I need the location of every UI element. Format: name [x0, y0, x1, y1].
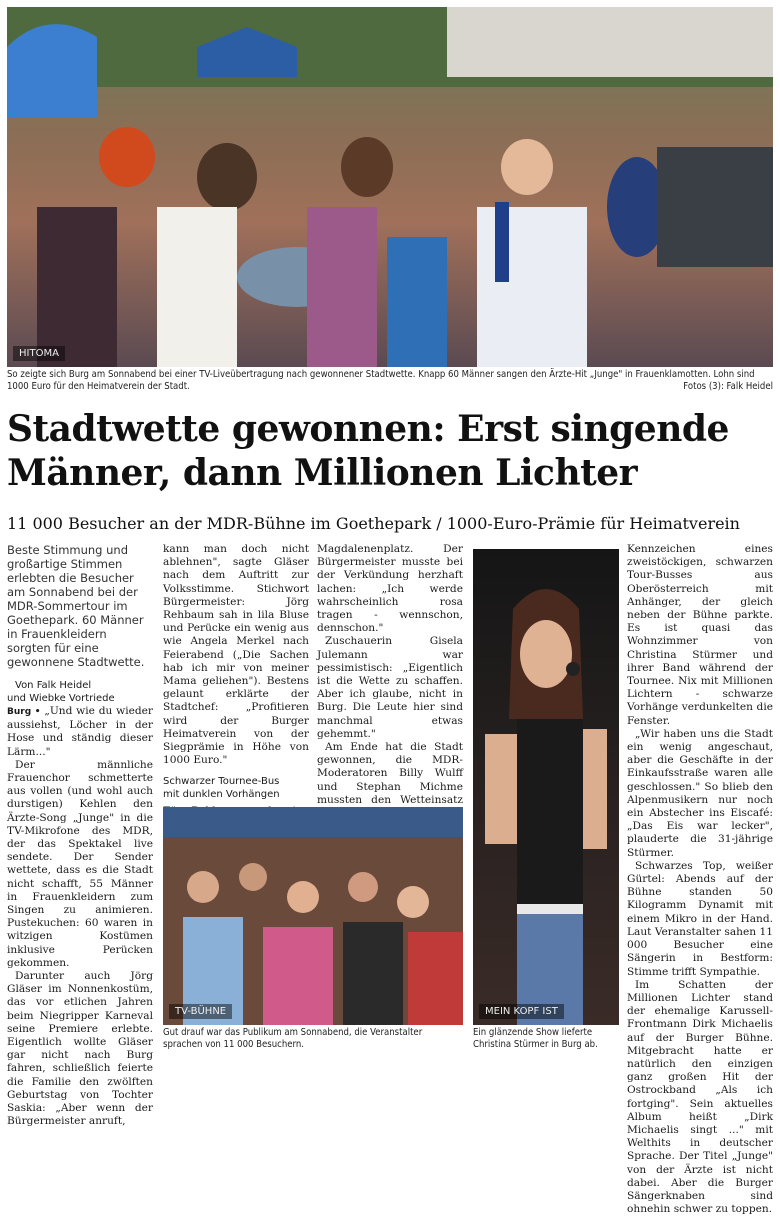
hero-caption-text: So zeigte sich Burg am Sonnabend bei einer TV-Liveübertragung nach gewonnener Stadtwette. Knapp 60 Männer sangen den Ärzte-Hit „Junge" in Frauenklamotten. Lohn sind 1000 Euro für den Heimatverein der Stadt.: [7, 369, 755, 392]
crowd-photo-sign: TV-BÜHNE: [169, 1004, 232, 1019]
paragraph-col3-1: Magdalenenplatz. Der Bürgermeister musste bei der Verkündung herzhaft lachen: „Ich werde wahrscheinlich rosa tragen - wennschon, dennschon.": [317, 543, 463, 635]
paragraph-col4-4: Im Schatten der Millionen Lichter stand der ehemalige Karussell-Frontmann Dirk Michaelis auf der Burger Bühne. Mitgebracht hatte er natürlich den einzigen ganz großen Hit der Ostrockband „Als ich fortging". Sein aktuelles Album heißt „Dirk Michaelis singt ..." mit Welthits in deutscher Sprache. Der Titel „Junge" von der Ärzte ist nicht dabei. Aber die Burger Sängerknaben sind ohnehin schwer zu toppen.: [627, 978, 773, 1216]
paragraph-col1-3: Darunter auch Jörg Gläser im Nonnenkostüm, das vor etlichen Jahren beim Niegripper Karneval seine Premiere erlebte. Eigentlich wollte Gläser gar nicht nach Burg fahren, schließlich feierte die Familie den zwölften Geburtstag von Tochter Saskia: „Aber wenn der Bürgermeister anruft,: [7, 970, 153, 1128]
singer-photo-caption: Ein glänzende Show lieferte Christina Stürmer in Burg ab.: [473, 1027, 598, 1050]
paragraph-col4-1: Kennzeichen eines zweistöckigen, schwarzen Tour-Busses aus Oberösterreich mit Anhänger, der gleich neben der Bühne parkte. Es ist quasi das Wohnzimmer von Christina Stürmer und ihrer Band während der Tournee. Nix mit Millionen Lichtern - schwarze Vorhänge verdunkelten die Fenster.: [627, 543, 773, 727]
hero-photo: [7, 7, 773, 367]
singer-illustration: [473, 549, 619, 1025]
page-title: [7, 407, 773, 495]
paragraph-col2-1: kann man doch nicht ablehnen", sagte Gläser nach dem Auftritt zur Volksstimme. Stichwort Bürgermeister: Jörg Rehbaum sah in lila Bluse und Perücke ein wenig aus wie Angela Merkel nach Feierabend („Die Sachen hab ich mir von meiner Mama geliehen"). Bestens gelaunt erklärte der Stadtchef: „Profitieren wird der Burger Heimatverein von der Siegprämie in Höhe von 1000 Euro.": [163, 543, 309, 767]
article-column-4: [627, 543, 773, 1216]
paragraph-col1-1: „Und wie du wieder aussiehst, Löcher in der Hose und ständig dieser Lärm...": [7, 705, 153, 758]
paragraph-col4-2: „Wir haben uns die Stadt ein wenig angeschaut, aber die Geschäfte in der Einkaufsstraße waren alle geschlossen." So blieb den Alpenmusikern nur noch ein Abstecher ins Eiscafé: „Das Eis war lecker", plauderte die 31-jährige Stürmer.: [627, 727, 773, 859]
paragraph-col4-3: Schwarzes Top, weißer Gürtel: Abends auf der Bühne standen 50 Kilogramm Dynamit mit einem Mikro in der Hand. Laut Veranstalter sahen 11 000 Besucher eine Sängerin in Bestform: Stimme trifft Sympathie.: [627, 859, 773, 978]
singer-photo: [473, 549, 619, 1025]
crowd-illustration: [7, 7, 773, 367]
hero-photo-sign: HITOMA: [13, 346, 65, 361]
author-1: Von Falk Heidel: [15, 680, 92, 691]
author-line: [7, 679, 153, 705]
author-2: und Wiebke Vortriede: [7, 693, 115, 704]
subhead-line-1: Schwarzer Tournee-Bus: [163, 776, 280, 788]
article-intro: Beste Stimmung und großartige Stimmen erlebten die Besucher am Sonnabend bei der MDR-Sommertour im Goethepark. 60 Männer in Frauenkleidern sorgten für eine gewonnene Stadtwette.: [7, 543, 145, 669]
paragraph-col3-2: Zuschauerin Gisela Julemann war pessimistisch: „Eigentlich ist die Wette zu schaffen. Aber ich glaube, nicht in Burg. Die Leute hier sind manchmal etwas gehemmt.": [317, 635, 463, 740]
paragraph-col3-3: Am Ende hat die Stadt gewonnen, die MDR-Moderatoren Billy Wulff und Stephan Michme mussten den Wetteinsatz: [317, 741, 463, 806]
section-subhead: [163, 775, 309, 801]
audience-illustration: [163, 807, 463, 1025]
subheadline: 11 000 Besucher an der MDR-Bühne im Goethepark / 1000-Euro-Prämie für Heimatverein: [7, 514, 740, 533]
shirt-print: MEIN KOPF IST: [479, 1004, 564, 1019]
hero-caption: [7, 369, 773, 393]
photo-credit: Fotos (3): Falk Heidel: [683, 381, 773, 392]
crowd-photo: [163, 807, 463, 1025]
headline-line-1: Stadtwette gewonnen: Erst singende: [7, 408, 729, 450]
subhead-line-2: mit dunklen Vorhängen: [163, 789, 280, 801]
dateline: Burg •: [7, 707, 41, 717]
paragraph-col1-2: Der männliche Frauenchor schmetterte aus vollen (und wohl auch durstigen) Kehlen den Ärzte-Song „Junge" in die TV-Mikrofone des MDR, der das Spektakel live sendete. Der Sender wettete, dass es die Stadt nicht schafft, 55 Männer in Frauenkleidern zum Singen zu animieren. Pustekuchen: 60 waren in witzigen Kostümen inklusive Perücken gekommen.: [7, 758, 153, 969]
headline-line-2: Männer, dann Millionen Lichter: [7, 452, 638, 494]
crowd-photo-caption: Gut drauf war das Publikum am Sonnabend, die Veranstalter sprachen von 11 000 Besuchern.: [163, 1027, 423, 1050]
article-column-1: [7, 543, 153, 1129]
